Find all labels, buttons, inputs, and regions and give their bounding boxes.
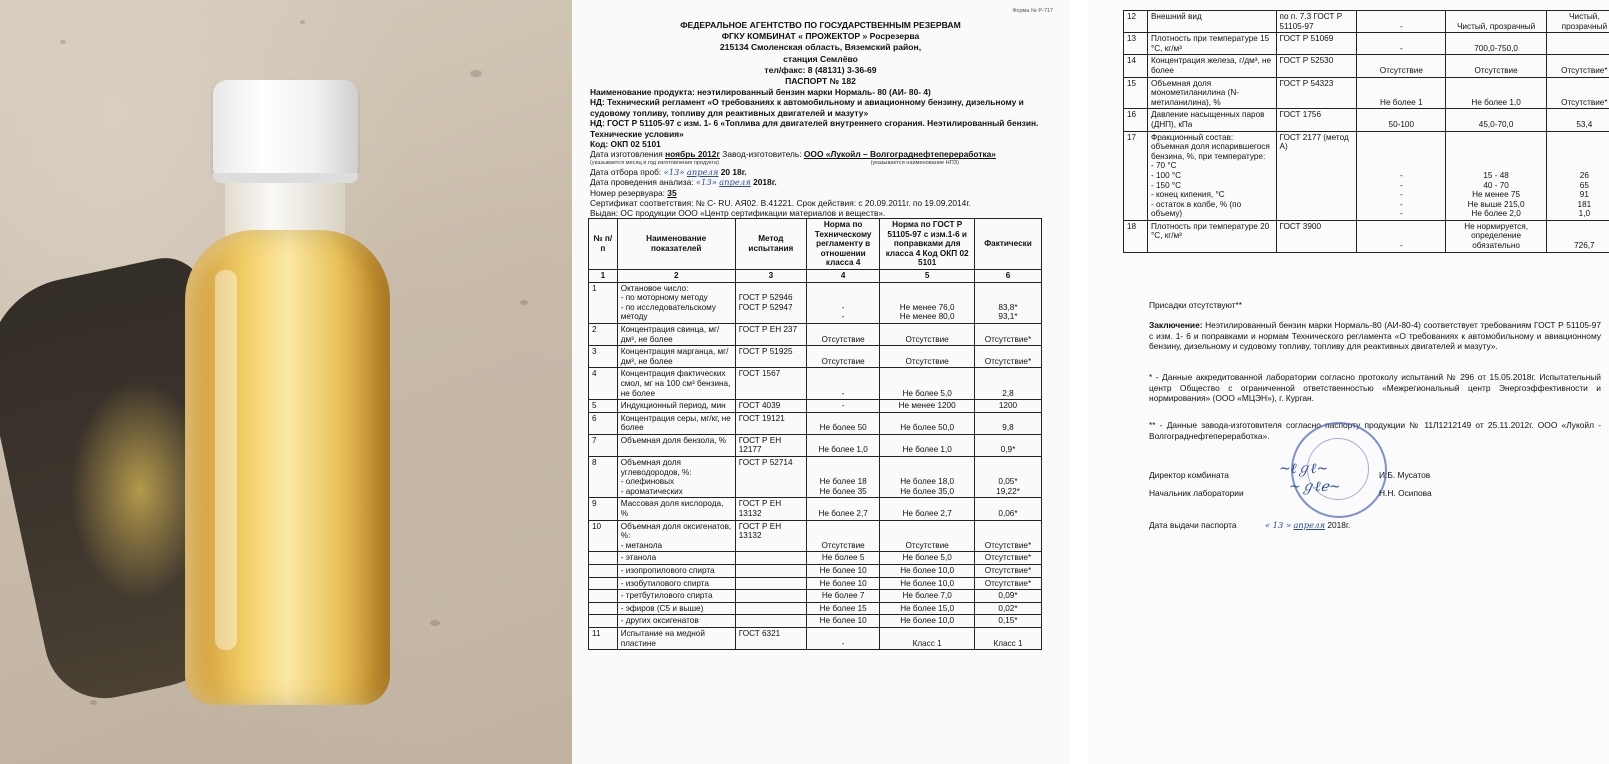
gost-norm: Отсутствие: [880, 346, 975, 368]
gost-norm: Не более 1,0: [1446, 77, 1546, 109]
row-number: 12: [1124, 11, 1148, 33]
test-method: ГОСТ 2177 (метод А): [1276, 131, 1357, 220]
regulation-norm: Не более 50: [806, 412, 879, 434]
footnote-lab: * - Данные аккредитованной лаборатории согласно протоколу испытаний № 296 от 15.05.2018г. Испытательный центр Общество с ограниченной ответственностью «Межрегиональный центр Энергоэффективности и нормирования» (ООО «МЦЭН»), г. Курган.: [1149, 372, 1601, 404]
row-number: 3: [589, 346, 618, 368]
table-row: [1124, 220, 1609, 252]
indicator-name: Октановое число: - по моторному методу - по исследовательскому методу: [617, 282, 735, 323]
conclusion: Заключение: Неэтилированный бензин марки Нормаль-80 (АИ-80-4) соответствует требованиям ГОСТ Р 51105-97 с изм. 1- 6 и поправками и нормам Технического регламента «О требованиях к автомобильному и авиационному бензину, дизельному и судовому топливу, топливу для реактивных двигателей и мазуту».: [1149, 320, 1601, 352]
row-number: 8: [589, 457, 618, 498]
test-method: [735, 577, 806, 590]
test-method: ГОСТ Р ЕН 237: [735, 323, 806, 345]
passport-header: ФЕДЕРАЛЬНОЕ АГЕНТСТВО ПО ГОСУДАРСТВЕННЫМ РЕЗЕРВАМ ФГКУ КОМБИНАТ « ПРОЖЕКТОР » Росрезерва 215134 Смоленская область, Вяземский район, станция Семлёво тел/факс: 8 (48131) 3-36-69 ПАСПОРТ № 182: [572, 20, 1069, 87]
gost-norm: Не более 7,0: [880, 590, 975, 603]
actual-value: 1200: [974, 400, 1041, 413]
table-row: [589, 520, 1042, 552]
row-number: 14: [1124, 55, 1148, 77]
gost-norm: Не более 5,0: [880, 552, 975, 565]
indicator-name: - изобутилового спирта: [617, 577, 735, 590]
indicator-name: - других оксигенатов: [617, 615, 735, 628]
actual-value: 0,09*: [974, 590, 1041, 603]
regulation-norm: Отсутствие: [806, 346, 879, 368]
indicator-name: Концентрация железа, г/дм³, не более: [1147, 55, 1276, 77]
table-row: [589, 565, 1042, 578]
actual-value: 726,7: [1546, 220, 1609, 252]
actual-value: 53,4: [1546, 109, 1609, 131]
row-number: 15: [1124, 77, 1148, 109]
gost-norm: 45,0-70,0: [1446, 109, 1546, 131]
table-row: [589, 412, 1042, 434]
test-method: [735, 552, 806, 565]
gost-norm: Не более 2,7: [880, 498, 975, 520]
test-method: ГОСТ 19121: [735, 412, 806, 434]
row-number: 2: [589, 323, 618, 345]
regulation-norm: -: [806, 400, 879, 413]
table-row: [1124, 131, 1609, 220]
indicator-name: Фракционный состав: объемная доля испарившегося бензина, %, при температуре: - 70 °С - 100 °С - 150 °С - конец кипения, °С - остаток в колбе, % (по объему): [1147, 131, 1276, 220]
column-number-row: 1 2 3 4 5 6: [589, 269, 1042, 282]
indicator-name: Индукционный период, мин: [617, 400, 735, 413]
gost-norm: Не более 10,0: [880, 615, 975, 628]
passport-info: Наименование продукта: неэтилированный бензин марки Нормаль- 80 (АИ- 80- 4) НД: Технический регламент «О требованиях к автомобильному и авиационному бензину, дизельному и судовому топливу, топливу для реактивных двигателей и мазуту» НД: ГОСТ Р 51105-97 с изм. 1- 6 «Топлива для двигателей внутреннего сгорания. Неэтилированный бензин. Технические условия» Код: ОКП 02 5101 Дата изготовления ноябрь 2012г Завод-изготовитель: ООО «Лукойл – Волгограднефтепереработка» (указывается месяц и год изготовления продукта) (указывается наименование НПЗ) Дата отбора проб: «13» апреля 20 18г. Дата проведения анализа: «13» апреля 2018г. Номер резервуара: 35 Сертификат соответствия: № С- RU. АЯ02. В.41221. Срок действия: с 20.09.2011г. по 19.09.2014г. Выдан: ОС продукции ООО «Центр сертификации материалов и веществ».: [590, 87, 1039, 219]
gost-norm: Не более 10,0: [880, 577, 975, 590]
gost-norm: Не более 15,0: [880, 602, 975, 615]
indicators-table: [588, 218, 1042, 650]
test-method: ГОСТ 6321: [735, 627, 806, 649]
bottle-cap: [213, 80, 358, 175]
regulation-norm: -: [1357, 33, 1446, 55]
row-number: [589, 577, 618, 590]
gost-norm: Отсутствие: [880, 520, 975, 552]
test-method: [735, 590, 806, 603]
regulation-norm: Не более 18 Не более 35: [806, 457, 879, 498]
indicator-name: Концентрация марганца, мг/дм³, не более: [617, 346, 735, 368]
table-row: [589, 552, 1042, 565]
row-number: [589, 615, 618, 628]
director-signature-icon: ~ℓℊℓ~: [1279, 461, 1329, 477]
gost-norm: Не менее 76,0 Не менее 80,0: [880, 282, 975, 323]
actual-value: Чистый, прозрачный: [1546, 11, 1609, 33]
table-row: [589, 615, 1042, 628]
actual-value: Класс 1: [974, 627, 1041, 649]
gost-norm: Не более 1,0: [880, 434, 975, 456]
gasoline-bottle-photo: [0, 0, 572, 764]
indicator-name: Объемная доля монометиланилина (N-метиланилина), %: [1147, 77, 1276, 109]
director-name: И.Б. Мусатов: [1379, 470, 1431, 480]
gost-norm: Не более 10,0: [880, 565, 975, 578]
gost-norm: Отсутствие: [880, 323, 975, 345]
test-method: [735, 602, 806, 615]
indicator-name: Внешний вид: [1147, 11, 1276, 33]
form-number: Форма № Р-717: [1012, 8, 1053, 14]
gost-norm: Не более 5,0: [880, 368, 975, 400]
actual-value: 0,02*: [974, 602, 1041, 615]
indicators-table-continued: [1123, 10, 1609, 253]
gost-norm: Отсутствие: [1446, 55, 1546, 77]
table-row: [589, 400, 1042, 413]
table-row: [589, 457, 1042, 498]
test-method: ГОСТ Р ЕН 13132: [735, 498, 806, 520]
table-row: [589, 434, 1042, 456]
additives-line: Присадки отсутствуют**: [1149, 300, 1243, 310]
test-method: ГОСТ Р 52530: [1276, 55, 1357, 77]
gost-norm: Не нормируется, определение обязательно: [1446, 220, 1546, 252]
actual-value: [1546, 33, 1609, 55]
regulation-norm: - -: [806, 282, 879, 323]
regulation-norm: Отсутствие: [806, 520, 879, 552]
row-number: 16: [1124, 109, 1148, 131]
regulation-norm: -: [806, 368, 879, 400]
test-method: ГОСТ Р 51925: [735, 346, 806, 368]
indicator-name: Давление насыщенных паров (ДНП), кПа: [1147, 109, 1276, 131]
table-row: [589, 368, 1042, 400]
regulation-norm: Не более 1,0: [806, 434, 879, 456]
actual-value: 0,15*: [974, 615, 1041, 628]
regulation-norm: 50-100: [1357, 109, 1446, 131]
gost-norm: Класс 1: [880, 627, 975, 649]
test-method: [735, 615, 806, 628]
test-method: ГОСТ 1567: [735, 368, 806, 400]
table-row: [1124, 55, 1609, 77]
actual-value: Отсутствие*: [974, 577, 1041, 590]
table-row: [589, 346, 1042, 368]
regulation-norm: Не более 10: [806, 565, 879, 578]
footnote-refinery: ** - Данные завода-изготовителя согласно паспорту продукции № 11Л1212149 от 25.11.2012г. ООО «Лукойл - Волгограднефтепереработка».: [1149, 420, 1601, 441]
gasoline-liquid: [185, 230, 390, 705]
regulation-norm: Не более 2,7: [806, 498, 879, 520]
indicator-name: Концентрация фактических смол, мг на 100 см³ бензина, не более: [617, 368, 735, 400]
lab-head-signature-icon: ~ℊℓℯ~: [1289, 479, 1341, 495]
test-method: [735, 565, 806, 578]
indicator-name: Испытание на медной пластине: [617, 627, 735, 649]
actual-value: Отсутствие*: [974, 552, 1041, 565]
actual-value: 0,9*: [974, 434, 1041, 456]
lab-head-name: Н.Н. Осипова: [1379, 488, 1432, 498]
test-method: ГОСТ 3900: [1276, 220, 1357, 252]
regulation-norm: -: [806, 627, 879, 649]
test-method: ГОСТ 1756: [1276, 109, 1357, 131]
plastic-bottle: [180, 80, 410, 705]
test-method: ГОСТ Р ЕН 12177: [735, 434, 806, 456]
actual-value: 26 65 91 181 1,0: [1546, 131, 1609, 220]
test-method: по п. 7.3 ГОСТ Р 51105-97: [1276, 11, 1357, 33]
gost-norm: Не менее 1200: [880, 400, 975, 413]
row-number: 11: [589, 627, 618, 649]
test-method: ГОСТ Р 54323: [1276, 77, 1357, 109]
indicator-name: Массовая доля кислорода, %: [617, 498, 735, 520]
regulation-norm: -: [1357, 220, 1446, 252]
indicator-name: - третбутилового спирта: [617, 590, 735, 603]
regulation-norm: Не более 7: [806, 590, 879, 603]
gost-norm: Чистый, прозрачный: [1446, 11, 1546, 33]
indicator-name: Объемная доля бензола, %: [617, 434, 735, 456]
table-row: [589, 498, 1042, 520]
row-number: 10: [589, 520, 618, 552]
indicator-name: Объемная доля оксигенатов, %: - метанола: [617, 520, 735, 552]
actual-value: 83,8* 93,1*: [974, 282, 1041, 323]
actual-value: Отсутствие*: [974, 323, 1041, 345]
indicator-name: - изопропилового спирта: [617, 565, 735, 578]
row-number: 18: [1124, 220, 1148, 252]
row-number: 9: [589, 498, 618, 520]
regulation-norm: Не более 10: [806, 615, 879, 628]
lab-head-label: Начальник лаборатории: [1149, 488, 1244, 498]
regulation-norm: Отсутствие: [1357, 55, 1446, 77]
regulation-norm: - - - - -: [1357, 131, 1446, 220]
actual-value: 0,05* 19,22*: [974, 457, 1041, 498]
indicator-name: - этанола: [617, 552, 735, 565]
regulation-norm: Не более 5: [806, 552, 879, 565]
row-number: [589, 552, 618, 565]
regulation-norm: Не более 15: [806, 602, 879, 615]
row-number: [589, 565, 618, 578]
test-method: ГОСТ Р 52714: [735, 457, 806, 498]
row-number: [589, 590, 618, 603]
table-row: [1124, 11, 1609, 33]
table-row: [1124, 109, 1609, 131]
table-row: [1124, 77, 1609, 109]
table-row: [589, 577, 1042, 590]
passport-title: ПАСПОРТ № 182: [785, 76, 856, 87]
table-row: [589, 323, 1042, 345]
row-number: 17: [1124, 131, 1148, 220]
row-number: 4: [589, 368, 618, 400]
actual-value: Отсутствие*: [974, 520, 1041, 552]
actual-value: 0,06*: [974, 498, 1041, 520]
table-row: [589, 602, 1042, 615]
director-label: Директор комбината: [1149, 470, 1229, 480]
indicator-name: - эфиров (С5 и выше): [617, 602, 735, 615]
passport-page-1: [572, 0, 1069, 764]
indicator-name: Плотность при температуре 15 °С, кг/м³: [1147, 33, 1276, 55]
passport-page-2: [1089, 0, 1609, 764]
test-method: ГОСТ Р ЕН 13132: [735, 520, 806, 552]
indicator-name: Плотность при температуре 20 °С, кг/м³: [1147, 220, 1276, 252]
test-method: ГОСТ Р 51069: [1276, 33, 1357, 55]
regulation-norm: Отсутствие: [806, 323, 879, 345]
actual-value: 9,8: [974, 412, 1041, 434]
row-number: 7: [589, 434, 618, 456]
table-header-row: № п/п Наименование показателей Метод испытания Норма по Техническому регламенту в отношении класса 4 Норма по ГОСТ Р 51105-97 с изм.1-6 и поправками для класса 4 Код ОКП 02 5101 Фактически: [589, 219, 1042, 270]
gost-norm: Не более 50,0: [880, 412, 975, 434]
row-number: 5: [589, 400, 618, 413]
issue-date: Дата выдачи паспорта « 13 » апреля 2018г.: [1149, 520, 1351, 530]
indicator-name: Объемная доля углеводородов, %: - олефиновых - ароматических: [617, 457, 735, 498]
gost-norm: 700,0-750,0: [1446, 33, 1546, 55]
row-number: 1: [589, 282, 618, 323]
actual-value: 2,8: [974, 368, 1041, 400]
regulation-norm: -: [1357, 11, 1446, 33]
gost-norm: Не более 18,0 Не более 35,0: [880, 457, 975, 498]
row-number: 13: [1124, 33, 1148, 55]
table-row: [589, 627, 1042, 649]
actual-value: Отсутствие*: [1546, 77, 1609, 109]
table-row: [589, 282, 1042, 323]
indicator-name: Концентрация серы, мг/кг, не более: [617, 412, 735, 434]
actual-value: Отсутствие*: [974, 346, 1041, 368]
row-number: 6: [589, 412, 618, 434]
test-method: ГОСТ Р 52946 ГОСТ Р 52947: [735, 282, 806, 323]
regulation-norm: Не более 10: [806, 577, 879, 590]
actual-value: Отсутствие*: [974, 565, 1041, 578]
indicator-name: Концентрация свинца, мг/дм³, не более: [617, 323, 735, 345]
regulation-norm: Не более 1: [1357, 77, 1446, 109]
table-row: [589, 590, 1042, 603]
actual-value: Отсутствие*: [1546, 55, 1609, 77]
test-method: ГОСТ 4039: [735, 400, 806, 413]
row-number: [589, 602, 618, 615]
table-row: [1124, 33, 1609, 55]
gost-norm: 15 - 48 40 - 70 Не менее 75 Не выше 215,0 Не более 2,0: [1446, 131, 1546, 220]
